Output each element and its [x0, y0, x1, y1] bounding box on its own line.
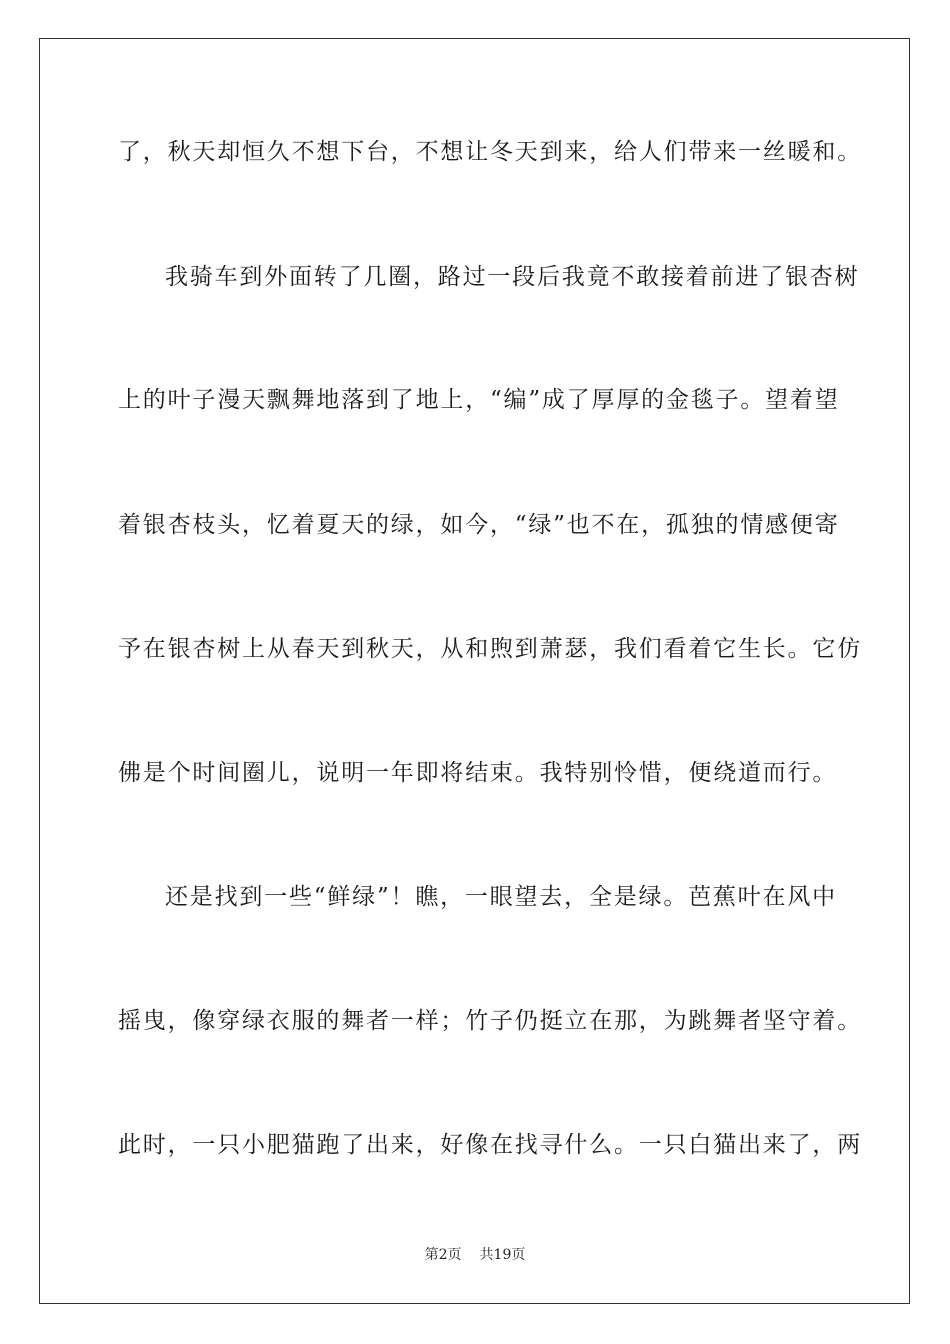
text-line-8: 摇曳，像穿绿衣服的舞者一样；竹子仍挺立在那，为跳舞者坚守着。: [118, 1008, 862, 1034]
text-line-9: 此时，一只小肥猫跑了出来，好像在找寻什么。一只白猫出来了，两: [118, 1132, 862, 1158]
text-line-1: 了，秋天却恒久不想下台，不想让冬天到来，给人们带来一丝暖和。: [118, 139, 862, 165]
page-total: 共19页: [479, 1247, 526, 1263]
text-line-5: 予在银杏树上从春天到秋天，从和煦到萧瑟，我们看着它生长。它仿: [118, 636, 862, 662]
page-border: [39, 38, 910, 1304]
text-line-6: 佛是个时间圈儿，说明一年即将结束。我特别怜惜，便绕道而行。: [118, 760, 838, 786]
text-line-3: 上的叶子漫天飘舞地落到了地上，“编”成了厚厚的金毯子。望着望: [118, 387, 840, 413]
text-line-4: 着银杏枝头，忆着夏天的绿，如今，“绿”也不在，孤独的情感便寄: [118, 512, 840, 538]
text-line-2: 我骑车到外面转了几圈，路过一段后我竟不敢接着前进了银杏树: [165, 264, 860, 290]
text-line-7: 还是找到一些“鲜绿”！瞧，一眼望去，全是绿。芭蕉叶在风中: [165, 884, 837, 910]
page-number: 第2页: [424, 1247, 462, 1263]
page-footer: [0, 1246, 950, 1264]
